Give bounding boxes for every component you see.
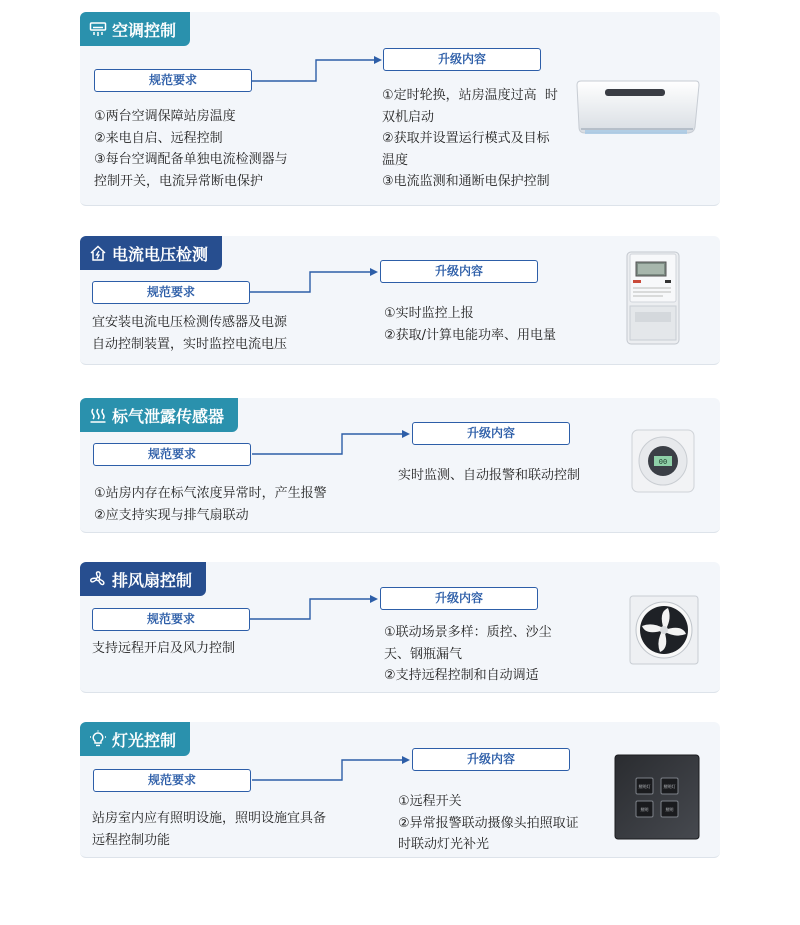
upgrade-text: ①远程开关 ②异常报警联动摄像头拍照取证 时联动灯光补光 [398,794,579,852]
switch-label: 照明 [665,807,674,812]
upgrade-text: ①实时监控上报 ②获取/计算电能功率、用电量 [384,306,557,343]
upgrade-label: 升级内容 [380,587,538,610]
requirements-label: 规范要求 [94,69,252,92]
gas-sensor-image [630,428,696,494]
requirements-text: 宜安装电流电压检测传感器及电源 自动控制装置，实时监控电流电压 [92,315,288,352]
upgrade-text: 实时监测、自动报警和联动控制 [398,468,581,483]
section-card-current-voltage [80,236,720,365]
section-title: 空调控制 [112,20,177,40]
section-card-exhaust-fan [80,562,720,693]
upgrade-label: 升级内容 [383,48,541,71]
section-card-gas-leak-sensor [80,398,720,533]
requirements-label: 规范要求 [93,769,251,792]
switch-label: 照明灯 [638,784,651,789]
upgrade-text: ①定时轮换，站房温度过高 时 双机启动 ②获取并设置运行模式及目标 温度 ③电流监测和通断电保护控制 [382,88,558,189]
air-conditioner-icon [89,20,107,38]
section-title: 标气泄露传感器 [112,406,225,426]
switch-label: 照明灯 [663,784,676,789]
switch-label: 照明 [640,807,649,812]
light-switch-panel-image [614,754,700,840]
upgrade-label: 升级内容 [380,260,538,283]
air-conditioner-image [575,79,700,137]
requirements-text: ①站房内存在标气浓度异常时，产生报警 ②应支持实现与排气扇联动 [94,486,327,523]
gas-leak-icon [89,406,107,424]
electric-meter-image [625,250,681,346]
light-bulb-icon [89,730,107,748]
fan-icon [89,570,107,588]
svg-text:00: 00 [658,458,668,466]
upgrade-label: 升级内容 [412,422,570,445]
section-title: 排风扇控制 [112,570,193,590]
requirements-label: 规范要求 [92,608,250,631]
upgrade-label: 升级内容 [412,748,570,771]
electric-house-icon [89,244,107,262]
section-title-tag [80,722,190,756]
section-title: 电流电压检测 [112,244,209,264]
section-title-tag [80,398,238,432]
upgrade-text: ①联动场景多样：质控、沙尘 天、钢瓶漏气 ②支持远程控制和自动调适 [384,625,552,683]
requirements-label: 规范要求 [93,443,251,466]
section-title-tag [80,562,206,596]
requirements-text: 支持远程开启及风力控制 [92,641,236,656]
requirements-text: ①两台空调保障站房温度 ②来电自启、远程控制 ③每台空调配备单独电流检测器与 控制开关，电流异常断电保护 [94,109,288,189]
exhaust-fan-image [628,594,700,666]
section-card-air-conditioning [80,12,720,206]
section-title-tag [80,236,222,270]
requirements-text: 站房室内应有照明设施，照明设施宜具备 远程控制功能 [92,811,327,848]
requirements-label: 规范要求 [92,281,250,304]
section-card-lighting [80,722,720,858]
section-title: 灯光控制 [112,730,177,750]
section-title-tag [80,12,190,46]
